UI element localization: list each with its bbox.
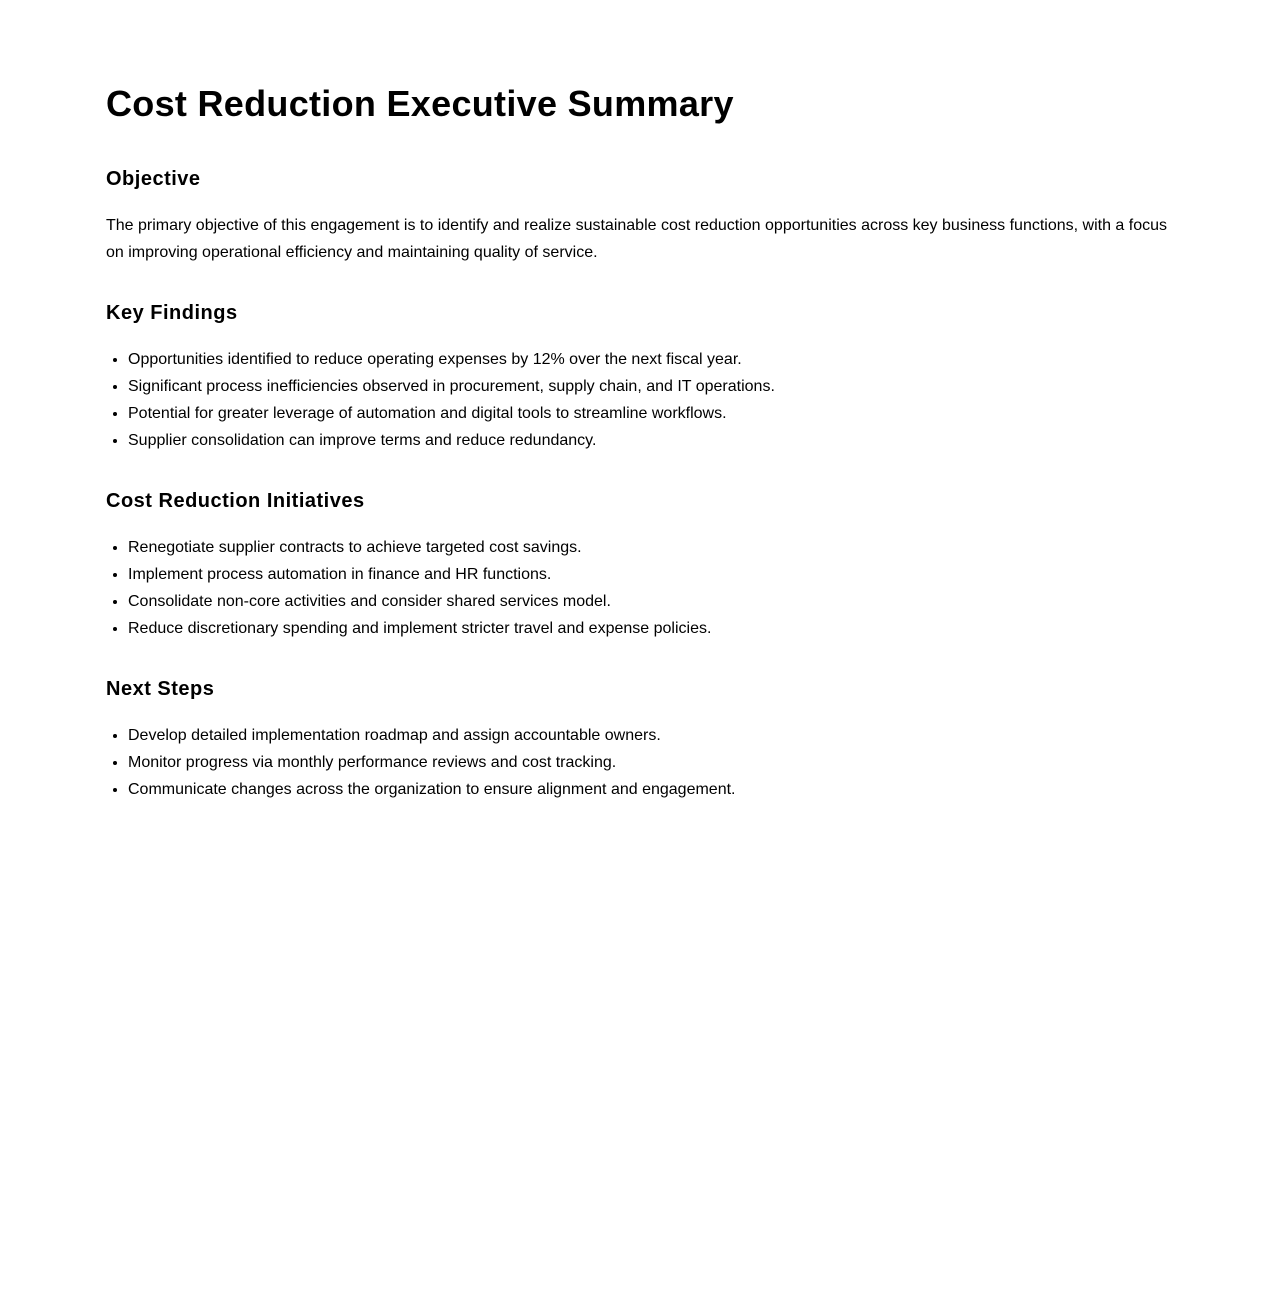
list-item: • Consolidate non-core activities and consider shared services model.	[128, 588, 1172, 615]
list-item: • Renegotiate supplier contracts to achieve targeted cost savings.	[128, 534, 1172, 561]
list-item: • Significant process inefficiencies observed in procurement, supply chain, and IT operations.	[128, 373, 1172, 400]
list-item: • Develop detailed implementation roadmap and assign accountable owners.	[128, 722, 1172, 749]
section-initiatives	[106, 489, 1172, 642]
list-item: • Supplier consolidation can improve terms and reduce redundancy.	[128, 427, 1172, 454]
section-next-steps	[106, 677, 1172, 803]
list-item: • Reduce discretionary spending and implement stricter travel and expense policies.	[128, 615, 1172, 642]
list-item: • Opportunities identified to reduce operating expenses by 12% over the next fiscal year.	[128, 346, 1172, 373]
document	[106, 82, 1172, 803]
next-steps-list	[106, 722, 1172, 803]
list-item: • Communicate changes across the organization to ensure alignment and engagement.	[128, 776, 1172, 803]
list-item: • Implement process automation in finance and HR functions.	[128, 561, 1172, 588]
page-title: Cost Reduction Executive Summary	[106, 83, 734, 124]
section-key-findings	[106, 301, 1172, 454]
section-objective	[106, 167, 1172, 266]
section-heading: Next Steps	[106, 678, 215, 700]
section-heading: Cost Reduction Initiatives	[106, 490, 365, 512]
section-heading: Key Findings	[106, 302, 238, 324]
findings-list	[106, 346, 1172, 454]
initiatives-list	[106, 534, 1172, 642]
list-item: • Potential for greater leverage of automation and digital tools to streamline workflows.	[128, 400, 1172, 427]
objective-paragraph: The primary objective of this engagement is to identify and realize sustainable cost reduction opportunities across key business functions, with a focus on improving operational efficiency and maintaining quality of service.	[106, 217, 1168, 261]
list-item: • Monitor progress via monthly performance reviews and cost tracking.	[128, 749, 1172, 776]
section-heading: Objective	[106, 168, 201, 190]
